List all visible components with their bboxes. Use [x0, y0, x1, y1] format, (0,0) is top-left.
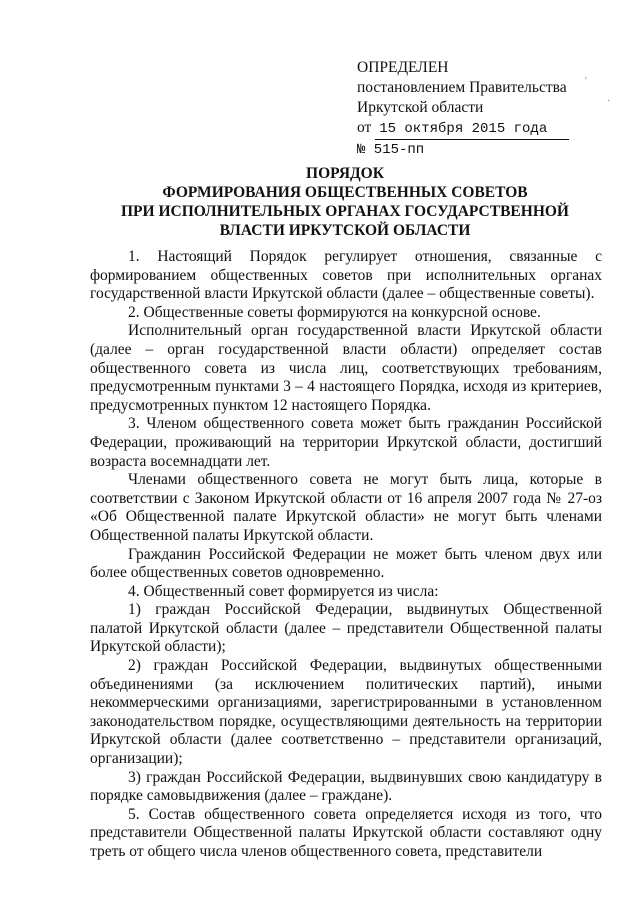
paragraph: 5. Состав общественного совета определяется исходя из того, что представители Общественной палаты Иркутской области составляют одну треть от общего числа членов общественного совета, представители: [90, 805, 602, 860]
approval-stamp: [357, 58, 597, 160]
title-line-1: ПОРЯДОК: [306, 165, 384, 182]
approval-number: № 515-пп: [357, 142, 425, 158]
paragraph: 3. Членом общественного совета может быть гражданин Российской Федерации, проживающий на территории Иркутской области, достигший возраста восемнадцати лет.: [90, 415, 602, 470]
scan-speck: ·: [607, 96, 611, 107]
document-body: [90, 248, 602, 862]
paragraph: 2) граждан Российской Федерации, выдвинутых общественными объединениями (за исключением политических партий), иными некоммерческими организациями, зарегистрированными в установленном законодательством порядке, осуществляющими деятельность на территории Иркутской области (далее соответственно – представители организаций, организации);: [90, 657, 602, 768]
paragraph: 1) граждан Российской Федерации, выдвинутых Общественной палатой Иркутской области (далее – представители Общественной палаты Иркутской области);: [90, 601, 602, 656]
title-line-4: ВЛАСТИ ИРКУТСКОЙ ОБЛАСТИ: [219, 222, 471, 239]
paragraph: Гражданин Российской Федерации не может быть членом двух или более общественных советов одновременно.: [90, 545, 602, 582]
paragraph: 3) граждан Российской Федерации, выдвинувших свою кандидатуру в порядке самовыдвижения (далее – граждане).: [90, 768, 602, 805]
paragraph: Исполнительный орган государственной власти Иркутской области (далее – орган государственной власти области) определяет состав общественного совета из числа лиц, соответствующих требованиям, предусмотренным пунктами 3 – 4 настоящего Порядка, исходя из критериев, предусмотренных пунктом 12 настоящего Порядка.: [90, 322, 602, 414]
paragraph: 1. Настоящий Порядок регулирует отношения, связанные с формированием общественных советов при исполнительных органах государственной власти Иркутской области (далее – общественные советы).: [90, 248, 602, 303]
paragraph: Членами общественного совета не могут быть лица, которые в соответствии с Законом Иркутской области от 16 апреля 2007 года № 27-оз «Об Общественной палате Иркутской области» не могут быть членами Общественной палаты Иркутской области.: [90, 471, 602, 544]
approval-date: 15 октября 2015 года: [375, 119, 569, 140]
title-line-2: ФОРМИРОВАНИЯ ОБЩЕСТВЕННЫХ СОВЕТОВ: [162, 184, 528, 201]
paragraph: 2. Общественные советы формируются на конкурсной основе.: [128, 303, 541, 321]
paragraph: 4. Общественный совет формируется из числа:: [128, 582, 439, 600]
approval-date-row: [357, 118, 597, 140]
scan-speck: ': [585, 76, 587, 87]
approval-line-2: постановлением Правительства: [357, 79, 567, 96]
title-line-3: ПРИ ИСПОЛНИТЕЛЬНЫХ ОРГАНАХ ГОСУДАРСТВЕННОЙ: [120, 203, 569, 220]
approval-line-1: ОПРЕДЕЛЕН: [357, 59, 449, 76]
document-title: [90, 164, 600, 240]
from-label: от: [357, 119, 372, 136]
approval-line-3: Иркутской области: [357, 99, 484, 116]
